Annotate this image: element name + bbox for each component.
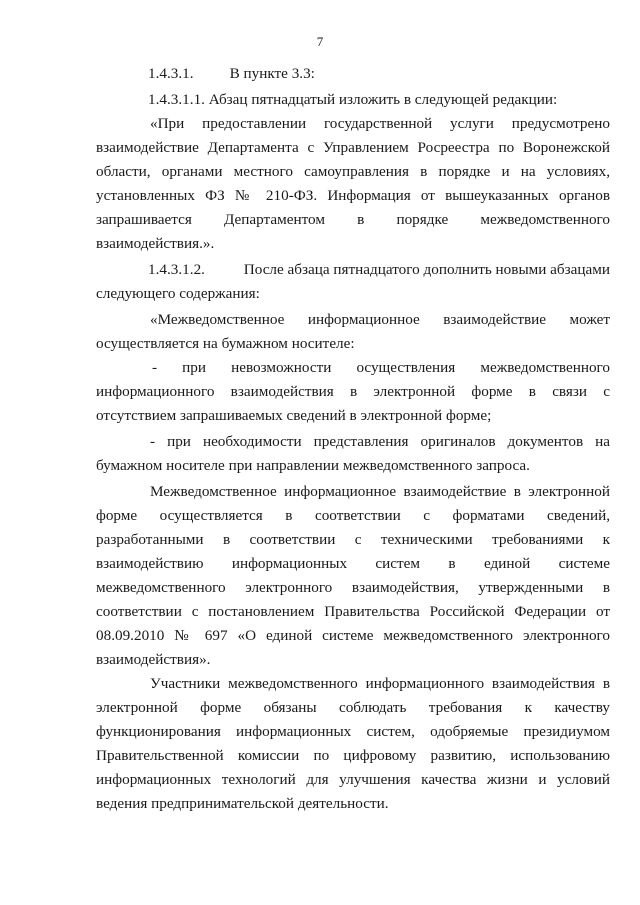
paragraph-line: Межведомственное информационное взаимодействие в электронной [150, 483, 610, 500]
subsection-2-cont: следующего содержания: [96, 285, 260, 302]
list-item-line: бумажном носителе при направлении межведомственного запроса. [96, 457, 530, 474]
paragraph-line: области, органами местного самоуправления в порядке и на условиях, [96, 163, 610, 180]
paragraph-line: разработанными в соответствии с техническими требованиями к [96, 531, 610, 548]
subsection-2 [148, 260, 610, 280]
list-item-line: отсутствием запрашиваемых сведений в электронной форме; [96, 407, 492, 424]
subsection-2-number: 1.4.3.1.2. [148, 261, 205, 278]
page-number: 7 [316, 34, 324, 49]
paragraph-line: «Межведомственное информационное взаимодействие может [150, 311, 610, 328]
paragraph-line: соответствии с постановлением Правительства Российской Федерации от [96, 603, 610, 620]
list-item-line: - при необходимости представления оригиналов документов на [150, 433, 610, 450]
paragraph-line: электронной форме обязаны соблюдать требования к качеству [96, 699, 610, 716]
paragraph-line: взаимодействию информационных систем в единой системе [96, 555, 610, 572]
paragraph-line: межведомственного электронного взаимодействия, утвержденными в [96, 579, 610, 596]
paragraph-line: информационных технологий для улучшения качества жизни и условий [96, 771, 610, 788]
paragraph-line: ведения предпринимательской деятельности. [96, 795, 389, 812]
section-number: 1.4.3.1. [148, 65, 194, 82]
list-item-line: - при невозможности осуществления межведомственного [152, 359, 610, 376]
paragraph-line: Правительственной комиссии по цифровому развитию, использованию [96, 747, 610, 764]
paragraph-line: «При предоставлении государственной услуги предусмотрено [150, 115, 610, 132]
paragraph-line: взаимодействие Департамента с Управлением Росреестра по Воронежской [96, 139, 610, 156]
paragraph-line: взаимодействия». [96, 651, 211, 668]
paragraph-line: осуществляется на бумажном носителе: [96, 335, 355, 352]
paragraph-line: 08.09.2010 № 697 «О единой системе межведомственного электронного [96, 627, 610, 644]
paragraph-line: взаимодействия.». [96, 235, 215, 252]
paragraph-line: функционирования информационных систем, одобряемые президиумом [96, 723, 610, 740]
paragraph-line: установленных ФЗ № 210-ФЗ. Информация от вышеуказанных органов [96, 187, 610, 204]
subsection-2-text: После абзаца пятнадцатого дополнить новыми абзацами [243, 261, 610, 278]
section-heading [148, 64, 315, 84]
subsection-1: 1.4.3.1.1. Абзац пятнадцатый изложить в следующей редакции: [148, 91, 558, 108]
paragraph-line: Участники межведомственного информационного взаимодействия в [150, 675, 610, 692]
paragraph-line: форме осуществляется в соответствии с форматами сведений, [96, 507, 610, 524]
list-item-line: информационного взаимодействия в электронной форме в связи с [96, 383, 610, 400]
section-title: В пункте 3.3: [229, 65, 315, 82]
paragraph-line: запрашивается Департаментом в порядке межведомственного [96, 211, 610, 228]
